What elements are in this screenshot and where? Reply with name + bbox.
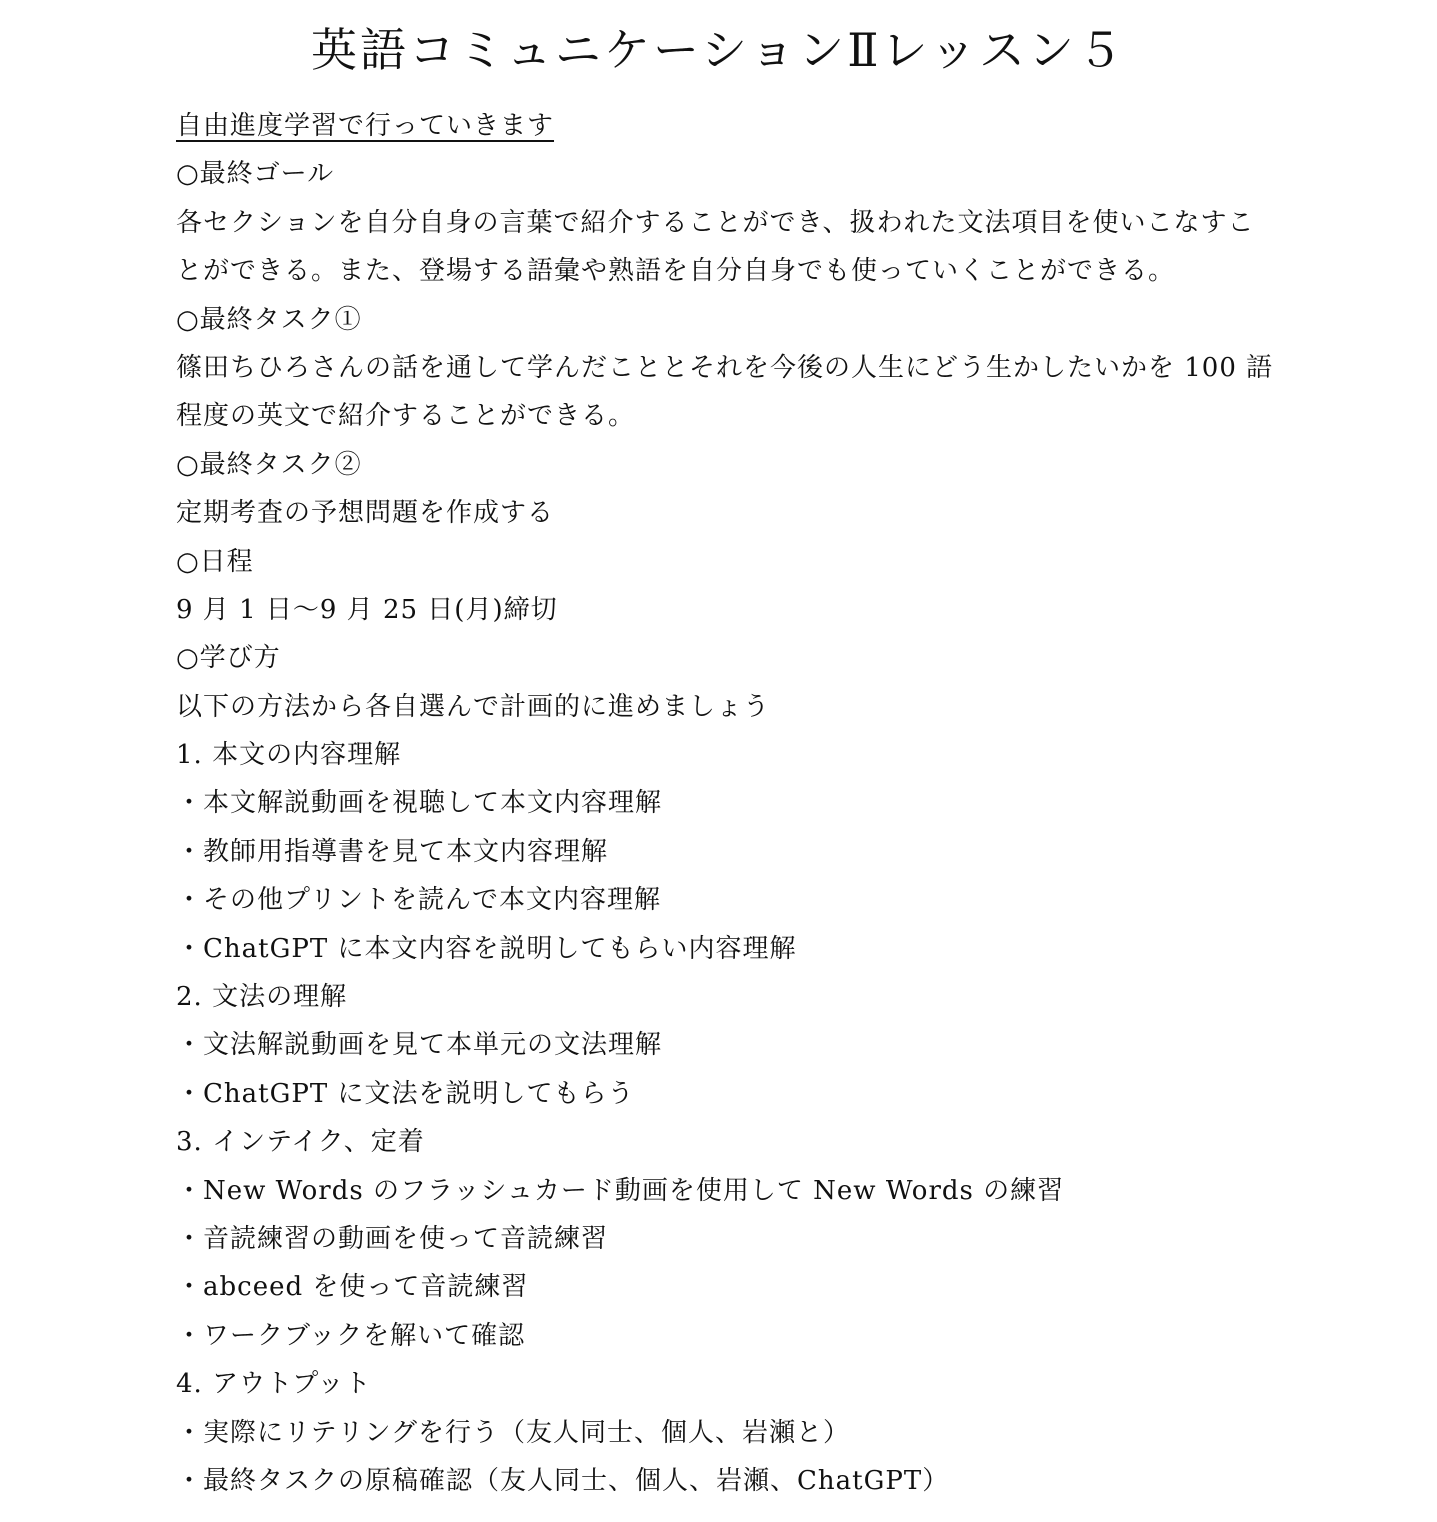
section-title: 2. 文法の理解 — [176, 982, 348, 1013]
list-item: ・実際にリテリングを行う（友人同士、個人、岩瀬と） — [176, 1417, 850, 1448]
list-item: ・本文解説動画を視聴して本文内容理解 — [176, 788, 663, 819]
methods-heading: ○学び方 — [176, 643, 281, 674]
methods-intro: 以下の方法から各自選んで計画的に進めましょう — [176, 691, 771, 722]
list-item: ・文法解説動画を見て本単元の文法理解 — [176, 1030, 663, 1061]
intro-text: 自由進度学習で行っていきます — [176, 111, 555, 141]
goal-heading: ○最終ゴール — [176, 159, 335, 190]
task1-text-line: 篠田ちひろさんの話を通して学んだこととそれを今後の人生にどう生かしたいかを 100 語 — [176, 352, 1274, 383]
task2-heading: ○最終タスク② — [176, 449, 362, 480]
list-item: ・abceed を使って音読練習 — [176, 1272, 529, 1303]
task2-text-line: 定期考査の予想問題を作成する — [176, 498, 555, 529]
task1-text-line: 程度の英文で紹介することができる。 — [176, 401, 636, 432]
intro-line — [176, 102, 1336, 150]
goal-text-line: とができる。また、登場する語彙や熟語を自分自身でも使っていくことができる。 — [176, 256, 1176, 287]
list-item: ・最終タスクの原稿確認（友人同士、個人、岩瀬、ChatGPT） — [176, 1465, 950, 1496]
list-item: ・教師用指導書を見て本文内容理解 — [176, 836, 609, 867]
list-item: ・ワークブックを解いて確認 — [176, 1320, 526, 1351]
task1-heading: ○最終タスク① — [176, 304, 362, 335]
schedule-text-line: 9 月 1 日～9 月 25 日(月)締切 — [176, 594, 558, 625]
schedule-heading: ○日程 — [176, 546, 254, 577]
page-title: 英語コミュニケーションⅡレッスン５ — [310, 23, 1127, 77]
document-body — [176, 102, 1336, 1505]
list-item: ・ChatGPT に文法を説明してもらう — [176, 1078, 635, 1109]
list-item: ・New Words のフラッシュカード動画を使用して New Words の練習 — [176, 1175, 1065, 1206]
list-item: ・ChatGPT に本文内容を説明してもらい内容理解 — [176, 933, 797, 964]
section-title: 4. アウトプット — [176, 1369, 372, 1400]
goal-text-line: 各セクションを自分自身の言葉で紹介することができ、扱われた文法項目を使いこなすこ — [176, 207, 1255, 238]
section-title: 1. 本文の内容理解 — [176, 740, 402, 771]
section-title: 3. インテイク、定着 — [176, 1127, 425, 1158]
list-item: ・音読練習の動画を使って音読練習 — [176, 1223, 609, 1254]
list-item: ・その他プリントを読んで本文内容理解 — [176, 885, 661, 916]
